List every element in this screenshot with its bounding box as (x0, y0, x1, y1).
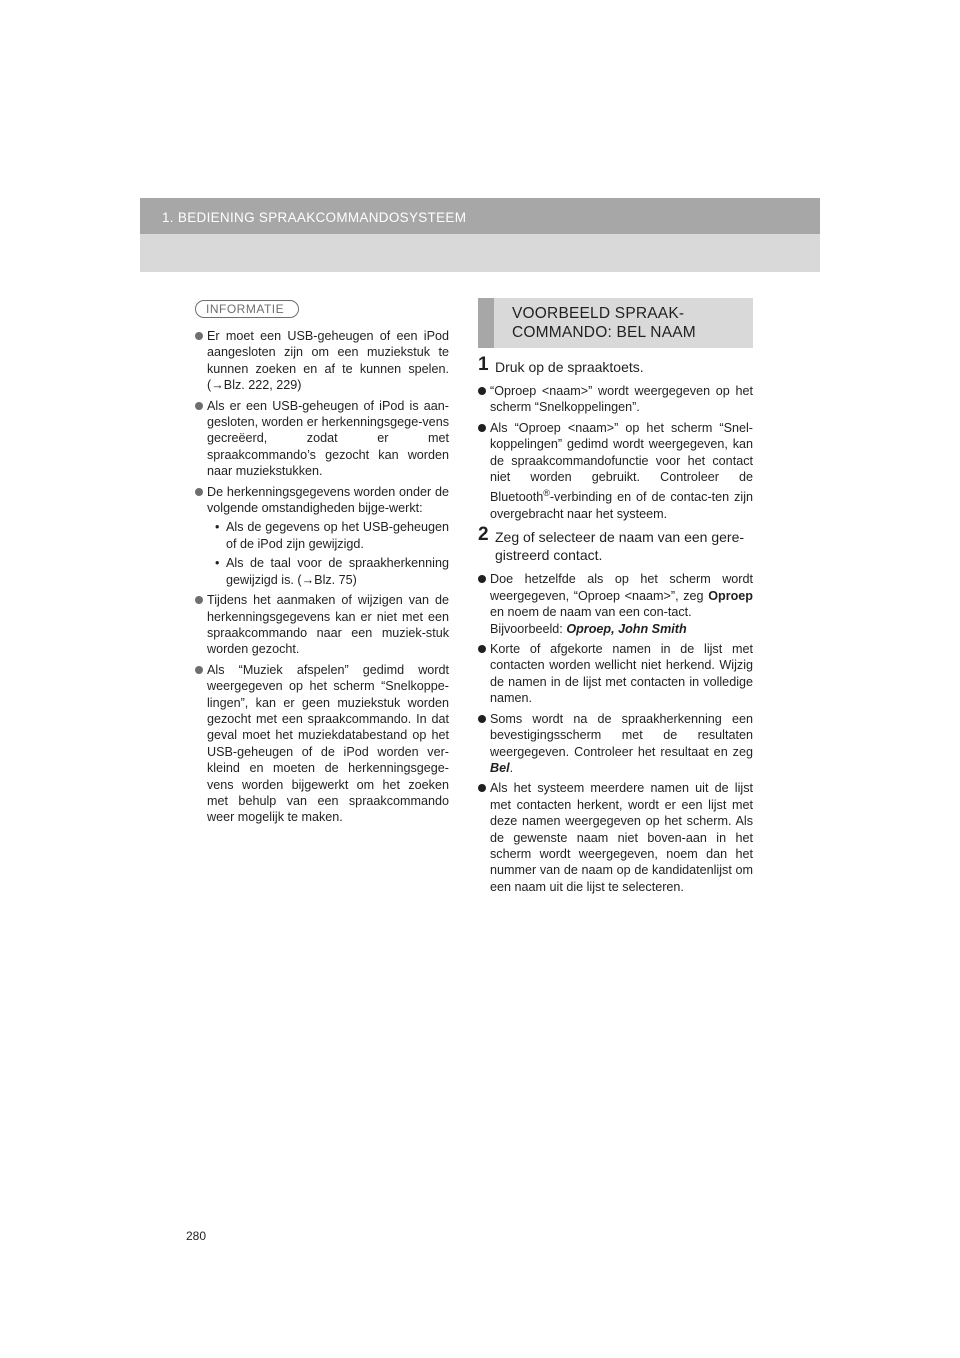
info-bullet (195, 484, 449, 588)
step-text: Zeg of selecteer de naam van een gere-gistreerd contact. (495, 529, 745, 564)
step-bullet-text: Korte of afgekorte namen in de lijst met contacten worden wellicht niet herkend. Wijzig de namen in de lijst met contacten in volledige namen. (490, 642, 753, 706)
header-band (140, 198, 820, 272)
step-bullet-text-cont: en noem de naam van een con-tact. (490, 605, 692, 620)
bullet-icon (195, 666, 203, 674)
bullet-icon (478, 575, 486, 583)
bullet-icon (478, 424, 486, 432)
step-bullet (478, 780, 753, 895)
page-number: 280 (186, 1229, 207, 1243)
bullet-icon (195, 488, 203, 496)
step-bullet (478, 711, 753, 777)
step-bullet (478, 420, 753, 523)
bullet-icon (195, 332, 203, 340)
step-1 (478, 354, 753, 376)
info-bullet-text: Er moet een USB-geheugen of een iPod aangesloten zijn om een muziekstuk te kunnen zoeken en af te kunnen spelen. (→Blz. 222, 229) (207, 329, 449, 393)
info-bullet-text: Als “Muziek afspelen” gedimd wordt weergegeven op het scherm “Snelkoppe-lingen”, kan er geen muziekstuk worden gezocht met een spraakcommando. In dat geval moet het muziekdatabestand op het USB-geheugen of de iPod worden ver-kleind en moeten de herkenningsgege-vens worden bijgewerkt om het zoeken met behulp van een spraakcommando weer mogelijk te maken. (207, 662, 449, 825)
step-2 (478, 524, 753, 564)
step-bullet (478, 383, 753, 416)
step-bullet-text: Soms wordt na de spraakherkenning een bevestigingsscherm met de resultaten weergegeven. Controleer het resultaat en zeg (490, 711, 753, 759)
sub-item (207, 555, 449, 588)
sub-item (207, 519, 449, 552)
bullet-icon (478, 784, 486, 792)
heading-bar (478, 298, 494, 348)
info-bullet-text: Tijdens het aanmaken of wijzigen van de herkenningsgegevens kan er niet met een spraakcommando naar een muziek-stuk worden gezocht. (207, 593, 449, 657)
bullet-icon (195, 596, 203, 604)
step-number: 1 (478, 354, 489, 375)
info-bullet-text: Als er een USB-geheugen of iPod is aan-gesloten, worden er herkenningsgege-vens gecreëerd, zodat er met spraakcommando’s gezocht kan worden naar muziekstukken. (207, 398, 449, 479)
step-bullet-text: Doe hetzelfde als op het scherm wordt weergegeven, “Oproep <naam>”, zeg (490, 572, 753, 603)
info-bullet (195, 662, 449, 826)
header-strip (140, 198, 820, 234)
registered-mark: ® (543, 488, 550, 499)
section-title-line1: VOORBEELD SPRAAK- (512, 305, 685, 322)
info-tab: INFORMATIE (195, 300, 299, 318)
step-bullet (478, 571, 753, 637)
example-value: Oproep, John Smith (566, 621, 687, 636)
bullet-icon (195, 402, 203, 410)
info-bullet (195, 592, 449, 658)
sub-bullet-icon: • (215, 520, 220, 535)
info-column (195, 300, 449, 830)
sub-item-text: Als de taal voor de spraakherkenning gewijzigd is. (→Blz. 75) (226, 556, 449, 587)
step-number: 2 (478, 524, 489, 546)
section-title-line2: COMMANDO: BEL NAAM (512, 324, 696, 341)
example-line (490, 621, 753, 637)
section-title (512, 304, 696, 342)
sub-item-text: Als de gegevens op het USB-geheugen of de iPod zijn gewijzigd. (226, 520, 449, 551)
step-bullet-text: Als “Oproep <naam>” op het scherm “Snel-koppelingen” gedimd wordt weergegeven, kan de spraakcommandofunctie voor het contact niet worden gebruikt. Controleer de Bluetooth (490, 420, 753, 505)
chapter-title: 1. BEDIENING SPRAAKCOMMANDOSYSTEEM (162, 210, 467, 225)
example-column (478, 298, 753, 899)
command-word: Bel (490, 760, 510, 775)
step-text: Druk op de spraaktoets. (495, 359, 644, 375)
bullet-icon (478, 387, 486, 395)
example-label: Bijvoorbeeld: (490, 621, 563, 636)
bullet-icon (478, 645, 486, 653)
info-bullet (195, 328, 449, 394)
period: . (509, 760, 514, 775)
step-bullet-text: “Oproep <naam>” wordt weergegeven op het scherm “Snelkoppelingen”. (490, 384, 753, 415)
info-bullet (195, 398, 449, 480)
sub-bullet-icon: • (215, 556, 220, 571)
bullet-icon (478, 715, 486, 723)
info-bullet-text: De herkenningsgegevens worden onder de volgende omstandigheden bijge-werkt: (207, 484, 449, 516)
command-word: Oproep (708, 588, 753, 603)
step-bullet-text: Als het systeem meerdere namen uit de lijst met contacten herkent, wordt er een lijst met deze namen weergegeven op het scherm. Als de gewenste naam niet boven-aan in het scherm wordt weergegeven, noem dan het nummer van de naam op de kandidatenlijst om een naam uit die lijst te selecteren. (490, 781, 753, 894)
step-bullet-text-cont: -verbinding en of de contac-ten zijn overgebracht naar het systeem. (490, 490, 753, 522)
section-heading (478, 298, 753, 348)
step-bullet (478, 641, 753, 707)
